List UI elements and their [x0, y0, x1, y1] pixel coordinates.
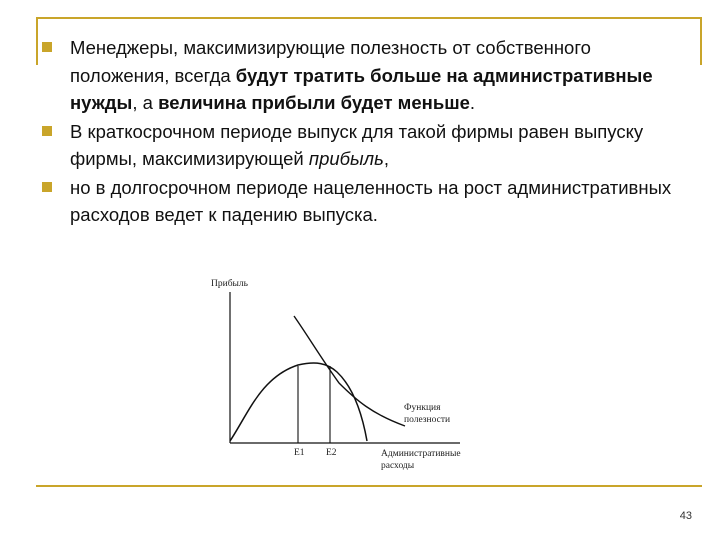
right-accent-rule [700, 17, 702, 65]
bullet-item-2 [42, 118, 692, 173]
x-axis-label-line-2: расходы [381, 461, 415, 471]
bullet-2-italic-word: прибыль [308, 148, 384, 169]
curve-label-line-2: полезности [404, 415, 451, 425]
bullet-list [42, 34, 692, 230]
curve-label-line-1: Функция [404, 403, 441, 413]
utility-curve [294, 316, 405, 426]
tick-label-e2: E2 [326, 448, 337, 458]
left-accent-rule [36, 17, 38, 65]
bullet-1-period: . [469, 92, 476, 113]
bullet-item-3 [42, 174, 692, 229]
profit-utility-diagram [190, 275, 490, 480]
bullet-2-text-part-1: В краткосрочном периоде выпуск для такой фирмы равен выпуску фирмы, максимизирующей [70, 120, 644, 169]
bullet-1-bold-phrase-2: величина прибыли будет меньше [158, 92, 470, 113]
tick-label-e1: E1 [294, 448, 305, 458]
y-axis-label: Прибыль [211, 279, 248, 289]
x-axis-label-line-1: Административные [381, 449, 461, 459]
square-bullet-icon [42, 182, 52, 192]
bottom-accent-rule [36, 485, 702, 487]
square-bullet-icon [42, 42, 52, 52]
bullet-1-text-part-2: , а [132, 92, 159, 113]
bullet-1-bold-phrase-1: будут тратить больше на административные нужды [70, 64, 653, 113]
bullet-item-1 [42, 34, 692, 117]
top-accent-rule [36, 17, 702, 19]
bullet-2-comma: , [383, 148, 389, 169]
bullet-3-text: но в долгосрочном периоде нацеленность на рост административных расходов ведет к падению выпуска. [70, 176, 672, 225]
page-number: 43 [679, 510, 692, 522]
square-bullet-icon [42, 126, 52, 136]
bullet-1-text-part-1: Менеджеры, максимизирующие полезность от собственного положения, всегда [70, 37, 591, 86]
